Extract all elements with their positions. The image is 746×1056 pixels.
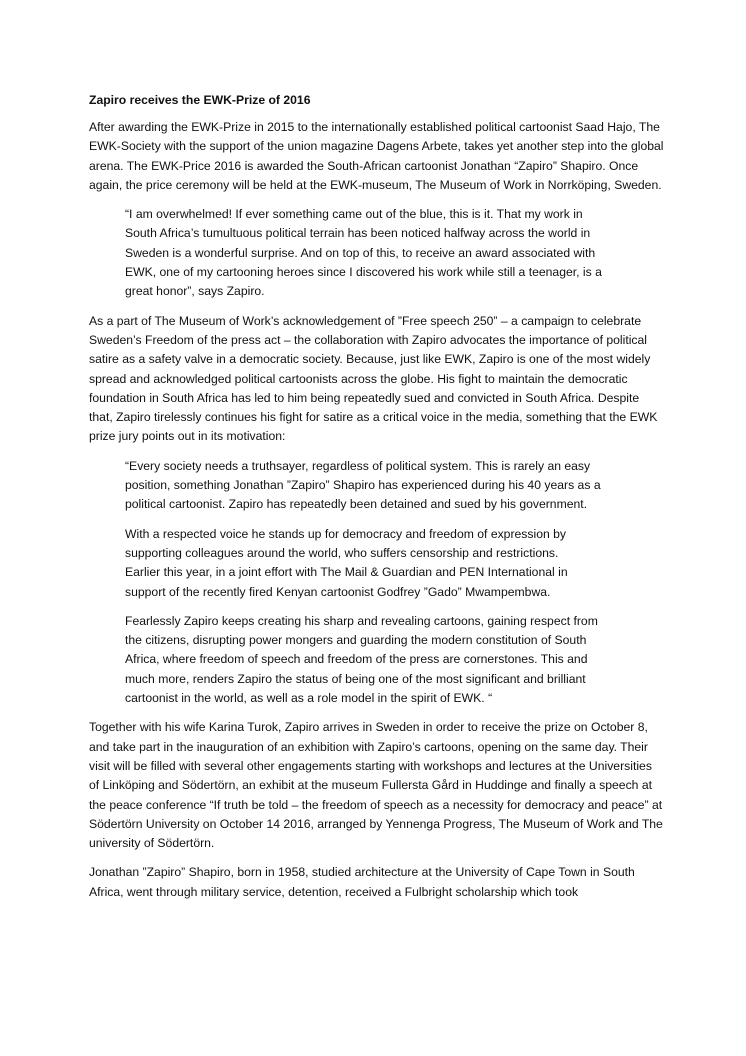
intro-paragraph: After awarding the EWK-Prize in 2015 to the internationally established political cartoonist Saad Hajo, The EWK-Society with the support of the union magazine Dagens Arbete, takes yet another step into the global arena. The EWK-Price 2016 is awarded the South-African cartoonist Jonathan “Zapiro” Shapiro. Once again, the price ceremony will be held at the EWK-museum, The Museum of Work in Norrköping, Sweden. xyxy=(89,120,664,192)
museum-paragraph: As a part of The Museum of Work’s acknowledgement of ”Free speech 250” – a campaign to celebrate Sweden’s Freedom of the press act – the collaboration with Zapiro advocates the importance of political satire as a safety valve in a democratic society. Because, just like EWK, Zapiro is one of the most widely spread and acknowledged political cartoonists across the globe. His fight to maintain the democratic foundation in South Africa has led to him being repeatedly sued and convicted in South Africa. Despite that, Zapiro tirelessly continues his fight for satire as a critical voice in the media, something that the EWK prize jury points out in its motivation: xyxy=(89,313,658,444)
jury-quote-part-3: Fearlessly Zapiro keeps creating his sharp and revealing cartoons, gaining respect from the citizens, disrupting power mongers and guarding the modern constitution of South Africa, where freedom of speech and freedom of the press are cornerstones. This and much more, renders Zapiro the status of being one of the most significant and brilliant cartoonist in the world, as well as a role model in the spirit of EWK. “ xyxy=(125,613,598,706)
zapiro-quote: “I am overwhelmed! If ever something came out of the blue, this is it. That my work in South Africa’s tumultuous political terrain has been noticed halfway across the world in Sweden is a wonderful surprise. And on top of this, to receive an award associated with EWK, one of my cartooning heroes since I discovered his work while still a teenager, is a great honor”, says Zapiro. xyxy=(125,207,602,299)
jury-quote-part-2: With a respected voice he stands up for democracy and freedom of expression by supporting colleagues around the world, who suffers censorship and restrictions. Earlier this year, in a joint effort with The Mail & Guardian and PEN International in support of the recently fired Kenyan cartoonist Godfrey ”Gado” Mwampembwa. xyxy=(125,526,568,599)
document-page xyxy=(89,92,664,912)
document-title: Zapiro receives the EWK-Prize of 2016 xyxy=(89,93,311,107)
visit-paragraph: Together with his wife Karina Turok, Zapiro arrives in Sweden in order to receive the prize on October 8, and take part in the inauguration of an exhibition with Zapiro’s cartoons, opening on the same day. Their visit will be filled with several other engagements starting with workshops and lectures at the Universities of Linköping and Södertörn, an exhibit at the museum Fullersta Gård in Huddinge and finally a speech at the peace conference “If truth be told – the freedom of speech as a necessity for democracy and peace” at Södertörn University on October 14 2016, arranged by Yennenga Progress, The Museum of Work and The university of Södertörn. xyxy=(89,720,663,851)
jury-quote-part-1: “Every society needs a truthsayer, regardless of political system. This is rarely an easy position, something Jonathan ”Zapiro” Shapiro has experienced during his 40 years as a political cartoonist. Zapiro has repeatedly been detained and sued by his government. xyxy=(125,458,601,512)
biography-paragraph: Jonathan ”Zapiro” Shapiro, born in 1958, studied architecture at the University of Cape Town in South Africa, went through military service, detention, received a Fulbright scholarship which took xyxy=(89,865,635,899)
